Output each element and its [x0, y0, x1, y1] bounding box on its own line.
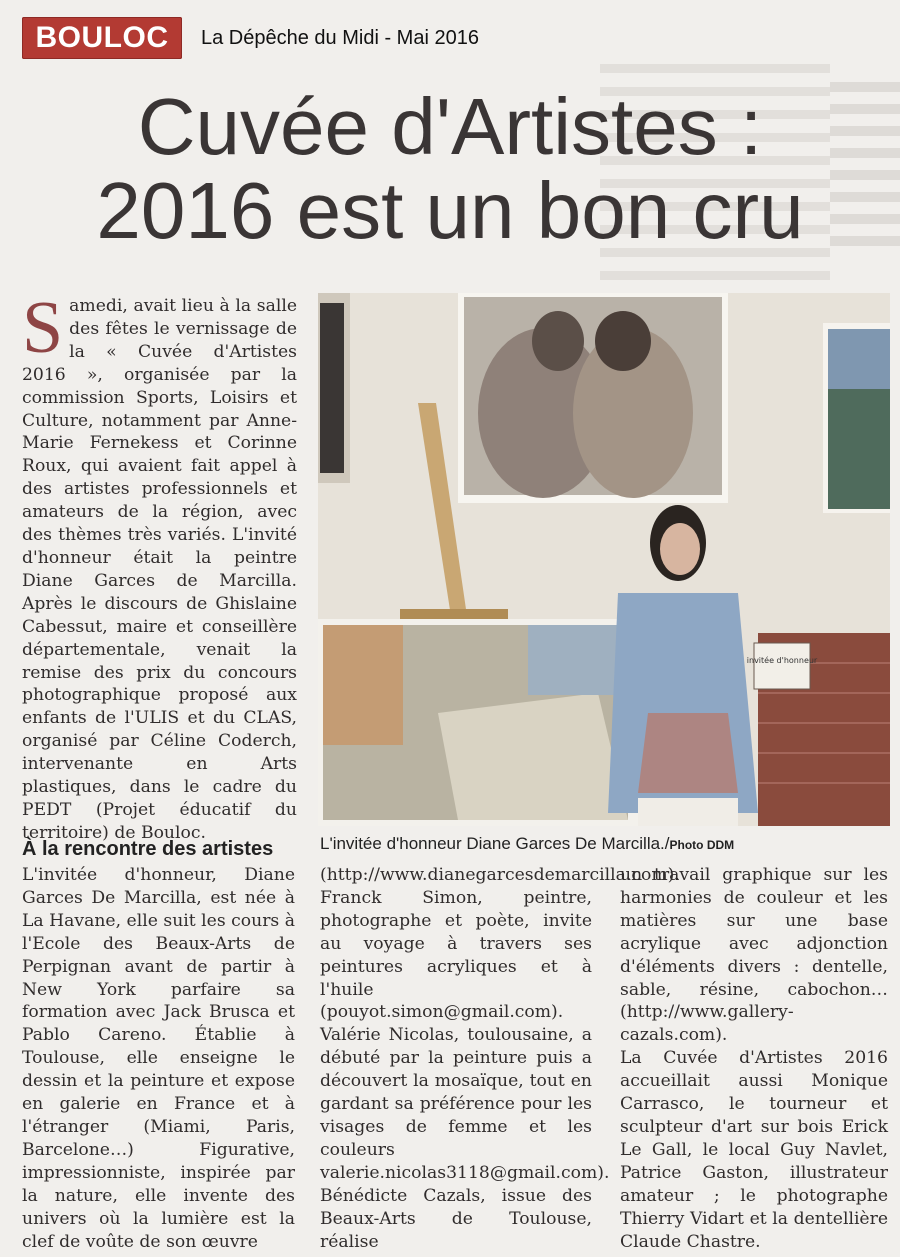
paragraph: Valérie Nicolas, toulousaine, a débuté par la peinture puis a découvert la mosaïque, tout en gardant sa préférence pour les visages de femme et les couleurs valerie.nicolas3118@gmail.com). — [320, 1025, 610, 1183]
article-column-1 — [22, 864, 295, 1253]
photo-credit: Photo DDM — [669, 838, 735, 852]
paragraph: Bénédicte Cazals, issue des Beaux-Arts de Toulouse, réalise — [320, 1185, 592, 1252]
lead-paragraph — [22, 287, 297, 845]
paragraph: (http://www.dianegarcesdemarcilla.com). — [320, 865, 680, 885]
paragraph: La Cuvée d'Artistes 2016 accueillait aussi Monique Carrasco, le tourneur et sculpteur d'art sur bois Erick Le Gall, le local Guy Navlet, Patrice Gaston, illustrateur amateur ; le photographe Thierry Vidart et la dentellière Claude Chastre. — [620, 1048, 888, 1252]
section-subhead: À la rencontre des artistes — [22, 838, 274, 860]
article-column-2 — [320, 864, 680, 1253]
caption-text: L'invitée d'honneur Diane Garces De Marcilla./ — [320, 834, 670, 853]
section-label: BOULOC — [22, 17, 182, 59]
paragraph: un travail graphique sur les harmonies de couleur et les matières sur une base acrylique avec adjonction d'éléments divers : dentelle, sable, résine, cabochon… (http://www.gallery-cazals.com). — [620, 865, 888, 1046]
article-column-3 — [620, 864, 888, 1253]
publication-source: La Dépêche du Midi - Mai 2016 — [201, 27, 479, 49]
paragraph: Franck Simon, peintre, photographe et poète, invite au voyage à travers ses peintures acryliques et à l'huile (pouyot.simon@gmail.com). — [320, 887, 592, 1023]
exhibition-photo-illustration — [318, 293, 890, 826]
headline-line-1: Cuvée d'Artistes : — [137, 82, 763, 171]
headline — [20, 82, 880, 255]
headline-line-2: 2016 est un bon cru — [96, 166, 804, 255]
lead-text: amedi, avait lieu à la salle des fêtes le vernissage de la « Cuvée d'Artistes 2016 », organisée par la commission Sports, Loisirs et Culture, notamment par Anne-Marie Fernekess et Corinne Roux, qui avaient fait appel à des artistes professionnels et amateurs de la région, avec des thèmes très variés. L'invité d'honneur était la peintre Diane Garces de Marcilla. Après le discours de Ghislaine Cabessut, maire et conseillère départementale, venait la remise des prix du concours photographique proposé aux enfants de l'ULIS et du CLAS, organisé par Céline Coderch, intervenante en Arts plastiques, dans le cadre du PEDT (Projet éducatif du territoire) de Bouloc. — [22, 296, 297, 843]
photo-caption — [320, 834, 895, 854]
dropcap: S — [22, 287, 64, 369]
paragraph: L'invitée d'honneur, Diane Garces De Marcilla, est née à La Havane, elle suit les cours à l'Ecole des Beaux-Arts de Perpignan avant de partir à New York parfaire sa formation avec Jack Brusca et Pablo Careno. Établie à Toulouse, elle enseigne le dessin et la peinture et expose en galerie en France et à l'étranger (Miami, Paris, Barcelone…) Figurative, impressionniste, inspirée par la nature, elle invente des univers où la lumière est la clef de voûte de son œuvre — [22, 865, 295, 1252]
article-photo — [318, 293, 890, 826]
sign-text: invitée d'honneur — [746, 656, 818, 665]
